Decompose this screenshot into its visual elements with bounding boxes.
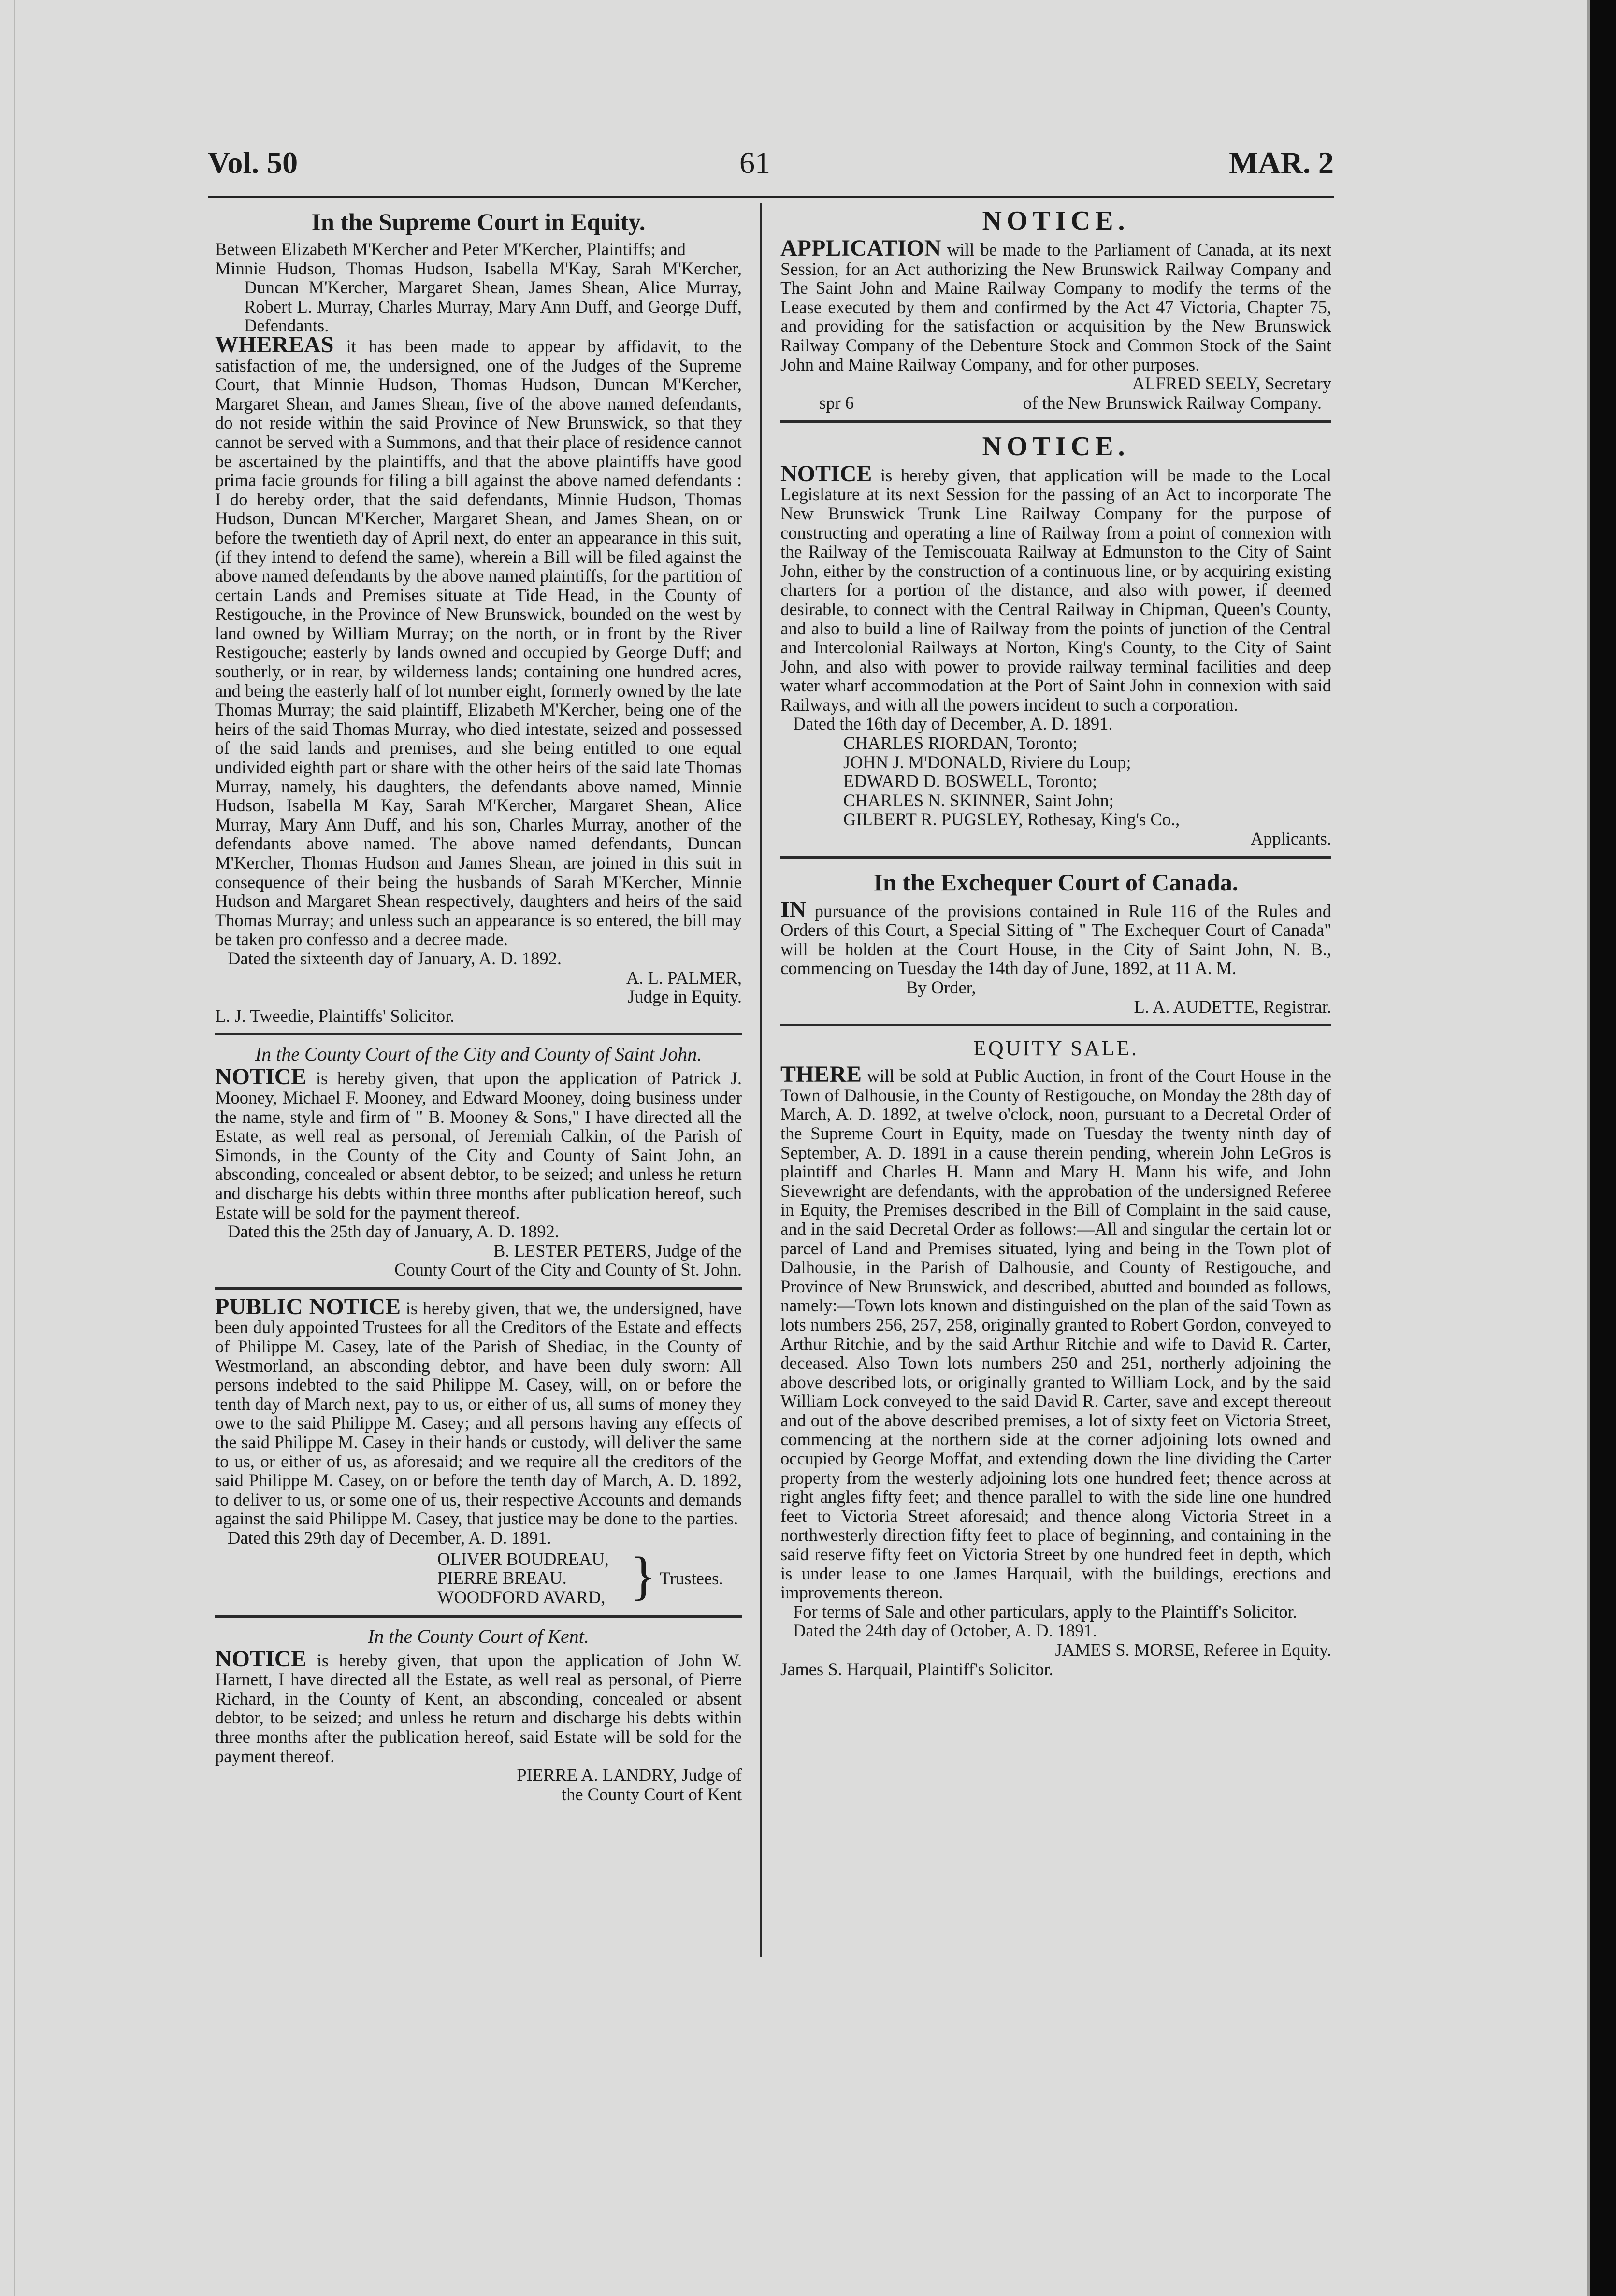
notice-date: Dated the 24th day of October, A. D. 1891. [793, 1621, 1097, 1641]
signer-name: PIERRE A. LANDRY, Judge of [517, 1765, 742, 1785]
notice-title: In the County Court of Kent. [368, 1625, 589, 1647]
solicitor-line: James S. Harquail, Plaintiff's Solicitor. [780, 1659, 1053, 1679]
notice-title: In the Supreme Court in Equity. [311, 208, 646, 235]
section-rule [780, 856, 1331, 859]
applicant-name: EDWARD D. BOSWELL, Toronto; [843, 771, 1097, 791]
left-column [215, 203, 742, 1804]
insertion-code: spr 6 [819, 392, 854, 413]
trustee-name: PIERRE BREAU. [437, 1568, 567, 1588]
notice-body: is hereby given, that we, the undersigned, have been duly appointed Trustees for all the Creditors of the Estate and effects of Philippe M. Casey, late of the Parish of Shediac, in the County of Westmorland, an absconding debtor, and have been duly sworn: All persons indebted to the said Philippe M. Casey, will, on or before the tenth day of March next, pay to us, or either of us, all sums of money they owe to the said Philippe M. Casey; and all persons having any effects of the said Philippe M. Casey in their hands or custody, will deliver the same to us, or either of us, as aforesaid; and we require all the creditors of the said Philippe M. Casey, on or before the tenth day of March, A. D. 1892, to deliver to us, or some one of us, their respective Accounts and demands against the said Philippe M. Casey, that justice may be done to the parties. [215, 1298, 742, 1529]
notice-title: NOTICE. [982, 431, 1130, 461]
notice-body: it has been made to appear by affidavit, to the satisfaction of me, the undersigned, one of the Judges of the Supreme Court, that Minnie Hudson, Thomas Hudson, Duncan M'Kercher, Margaret Shean, and James Shean, five of the above named defendants, do not reside within the said Province of New Brunswick, so that they cannot be served with a Summons, and that their place of residence cannot be ascertained by the plaintiffs, and that the above plaintiffs have good prima facie grounds for filing a bill against the above named defendants : I do hereby order, that the said defendants, Minnie Hudson, Thomas Hudson, Duncan M'Kercher, Margaret Shean, and James Shean, on or before the twentieth day of April next, do enter an appearance in this suit, (if they intend to defend the same), wherein a Bill will be filed against the above named defendants by the above named plaintiffs, for the partition of certain Lands and Premises situate at Tide Head, in the County of Restigouche, in the Province of New Brunswick, bounded on the west by land owned by William Murray; on the north, or in front by the River Restigouche; easterly by lands owned and occupied by George Duff; and southerly, or in rear, by wilderness lands; containing one hundred acres, and being the easterly half of lot number eight, formerly owned by the late Thomas Murray; the said plaintiff, Elizabeth M'Kercher, being one of the heirs of the said Thomas Murray, who died intestate, seized and possessed of the said lands and premises, and she being entitled to one equal undivided eighth part or share with the other heirs of the said late Thomas Murray, namely, his daughters, the defendants above named, Minnie Hudson, Isabella M Kay, Sarah M'Kercher, Margaret Shean, Alice Murray, Mary Ann Duff, and his son, Charles Murray, another of the defendants above named. The above named defendants, Duncan M'Kercher, Thomas Hudson and James Shean, are joined in this suit in consequence of their being the husbands of Sarah M'Kercher, Minnie Hudson and Margaret Shean respectively, daughters and heirs of the said Thomas Murray; and unless such an appearance is so entered, the bill may be taken pro confesso and a decree made. [215, 336, 742, 949]
notice-date: Dated the sixteenth day of January, A. D. 1892. [228, 948, 562, 968]
applicant-name: JOHN J. M'DONALD, Riviere du Loup; [843, 752, 1131, 772]
parliament-notice [780, 205, 1331, 413]
notice-title: In the County Court of the City and County of Saint John. [255, 1043, 702, 1065]
signer-title: the County Court of Kent [561, 1784, 742, 1804]
exchequer-court-notice [780, 866, 1331, 1017]
signer-title: Judge in Equity. [628, 987, 742, 1007]
notice-body: is hereby given, that upon the application of John W. Harnett, I have directed all the Estate, as well real as personal, of Pierre Richard, in the County of Kent, an absconding, concealed or absent debtor, to be seized; and unless he return and discharge his debts within three months after the publication hereof, said Estate will be sold for the payment thereof. [215, 1650, 742, 1766]
brace-glyph: } [631, 1546, 656, 1605]
lead-word: IN [780, 896, 807, 922]
section-rule [215, 1033, 742, 1035]
section-rule [215, 1287, 742, 1290]
trustee-name: OLIVER BOUDREAU, [437, 1549, 609, 1569]
notice-body: will be made to the Parliament of Canada, at its next Session, for an Act authorizing the New Brunswick Railway Company and The Saint John and Maine Railway Company to modify the terms of the Lease executed by them and confirmed by the Act 47 Victoria, Chapter 75, and providing for the satisfaction or acquisition by the New Brunswick Railway Company of the Debenture Stock and Common Stock of the Saint John and Maine Railway Company, and for other purposes. [780, 240, 1331, 374]
supreme-court-notice [215, 206, 742, 1025]
parties-line: Between Elizabeth M'Kercher and Peter M'Kercher, Plaintiffs; and [215, 239, 686, 259]
applicant-name: GILBERT R. PUGSLEY, Rothesay, King's Co., [843, 809, 1180, 830]
equity-sale-notice [780, 1034, 1331, 1679]
signer-title: County Court of the City and County of St. John. [394, 1260, 742, 1280]
signer-name: B. LESTER PETERS, Judge of the [493, 1240, 742, 1261]
notice-body: pursuance of the provisions contained in Rule 116 of the Rules and Orders of this Court, a Special Sitting of " The Exchequer Court of Canada" will be holden at the Court House, in the City of Saint John, N. B., commencing on Tuesday the 14th day of June, 1892, at 11 A. M. [780, 901, 1332, 978]
signer-name: A. L. PALMER, [626, 967, 742, 988]
signer-name: ALFRED SEELY, Secretary [1132, 373, 1331, 394]
lead-word: NOTICE [780, 460, 872, 487]
by-order-line: By Order, [906, 977, 976, 997]
signer-title: of the New Brunswick Railway Company. [1023, 392, 1322, 413]
right-column [780, 203, 1331, 1679]
section-rule [780, 420, 1331, 423]
page-header [208, 145, 1334, 198]
notice-title: NOTICE. [982, 206, 1130, 236]
notice-title: EQUITY SALE. [973, 1036, 1139, 1061]
notice-date: Dated this the 25th day of January, A. D. 1892. [228, 1221, 559, 1242]
notice-date: Dated this 29th day of December, A. D. 1891. [228, 1528, 551, 1548]
defendants-line: Minnie Hudson, Thomas Hudson, Isabella M'Kay, Sarah M'Kercher, Duncan M'Kercher, Margaret Shean, James Shean, Alice Murray, Robert L. Murray, Charles Murray, Mary Ann Duff, and George Duff, Defendants. [215, 258, 742, 336]
applicants-label: Applicants. [1250, 829, 1331, 849]
trustees-label: Trustees. [660, 1568, 723, 1588]
lead-word: NOTICE [215, 1646, 307, 1672]
lead-word: APPLICATION [780, 235, 941, 261]
lead-word: THERE [780, 1062, 862, 1088]
terms-line: For terms of Sale and other particulars, apply to the Plaintiff's Solicitor. [793, 1601, 1297, 1622]
section-rule [780, 1024, 1331, 1026]
column-divider [760, 203, 762, 1957]
applicant-name: CHARLES RIORDAN, Toronto; [843, 733, 1078, 753]
county-court-saint-john-notice [215, 1043, 742, 1279]
header-rule [208, 196, 1334, 198]
trustees-signature [215, 1546, 742, 1607]
signer-name: JAMES S. MORSE, Referee in Equity. [1055, 1640, 1331, 1660]
notice-title: In the Exchequer Court of Canada. [873, 868, 1239, 896]
volume-number: Vol. 50 [208, 145, 298, 180]
railway-notice [780, 430, 1331, 848]
county-court-kent-notice [215, 1625, 742, 1804]
notice-body: will be sold at Public Auction, in front of the Court House in the Town of Dalhousie, in the County of Restigouche, on Monday the 28th day of March, A. D. 1892, at twelve o'clock, noon, pursuant to a Decretal Order of the Supreme Court in Equity, made on Tuesday the twenty ninth day of September, A. D. 1891 in a cause therein pending, wherein John LeGros is plaintiff and Charles H. Mann and Mary H. Mann his wife, and John Sievewright are defendants, with the approbation of the undersigned Referee in Equity, the Premises described in the Bill of Complaint in the said cause, and in the said Decretal Order as follows:—All and singular the certain lot or parcel of Land and Premises situated, lying and being in the Town plot of Dalhousie, in the Parish of Dalhousie, and County of Restigouche, and Province of New Brunswick, and described, abutted and bounded as follows, namely:—Town lots known and distinguished on the plan of the said Town as lots numbers 256, 257, 258, originally granted to Robert Gordon, conveyed to Arthur Ritchie, and by the said Arthur Ritchie and wife to David R. Carter, deceased. Also Town lots numbers 250 and 251, northerly adjoining the above described lots, or originally granted to William Lock, and by the said William Lock conveyed to the said David R. Carter, save and except thereout and out of the above described premises, a lot of sixty feet on Victoria Street, commencing at the northern side at the corner adjoining lots owned and occupied by George Moffat, and extending down the line dividing the Carter property from the westerly adjoining lots one hundred feet; thence across at right angles fifty feet; and thence parallel to with the side line one hundred feet to Victoria Street aforesaid; and thence along Victoria Street in a northwesterly direction fifty feet to place of beginning, and containing in the said reserve fifty feet on Victoria Street by one hundred feet in depth, which is under lease to one James Harquail, with the buildings, erections and improvements thereon. [780, 1066, 1331, 1603]
page-number: 61 [739, 145, 770, 180]
notice-body: is hereby given, that upon the application of Patrick J. Mooney, Michael F. Mooney, and Edward Mooney, doing business under the name, style and firm of " B. Mooney & Sons," I have directed all the Estate, as well real as personal, of Jeremiah Calkin, of the Parish of Simonds, in the County of the City and County of Saint John, an absconding, concealed or absent debtor, to be seized; and unless he return and discharge his debts within three months after publication hereof, such Estate will be sold for the payment thereof. [215, 1068, 742, 1222]
section-rule [215, 1615, 742, 1618]
trustee-name: WOODFORD AVARD, [437, 1587, 606, 1607]
notice-body: is hereby given, that application will be made to the Local Legislature at its next Session for the passing of an Act to incorporate The New Brunswick Trunk Line Railway Company for the purpose of constructing and operating a line of Railway from a point of connexion with the Railway of the Temiscouata Railway at Edmunston to the City of Saint John, either by the construction of a continuous line, or by acquiring existing charters for a portion of the distance, and also with power, if deemed desirable, to connect with the Central Railway in Chipman, Queen's County, and also to build a line of Railway from the points of junction of the Central and Intercolonial Railways at Norton, King's County, to the City of Saint John, and also with power to provide railway terminal facilities and deep water wharf accommodation at the Port of Saint John in connexion with said Railways, and with all the powers incident to such a corporation. [780, 465, 1331, 715]
public-notice [215, 1293, 742, 1607]
lead-word: PUBLIC NOTICE [215, 1293, 401, 1320]
lead-word: NOTICE [215, 1064, 307, 1090]
issue-date: MAR. 2 [1229, 145, 1334, 180]
notice-date: Dated the 16th day of December, A. D. 1891. [793, 714, 1113, 734]
binding-edge [14, 0, 15, 2296]
applicant-name: CHARLES N. SKINNER, Saint John; [843, 790, 1114, 810]
lead-word: WHEREAS [215, 331, 334, 358]
solicitor-line: L. J. Tweedie, Plaintiffs' Solicitor. [215, 1005, 455, 1026]
signer-name: L. A. AUDETTE, Registrar. [1134, 996, 1331, 1017]
